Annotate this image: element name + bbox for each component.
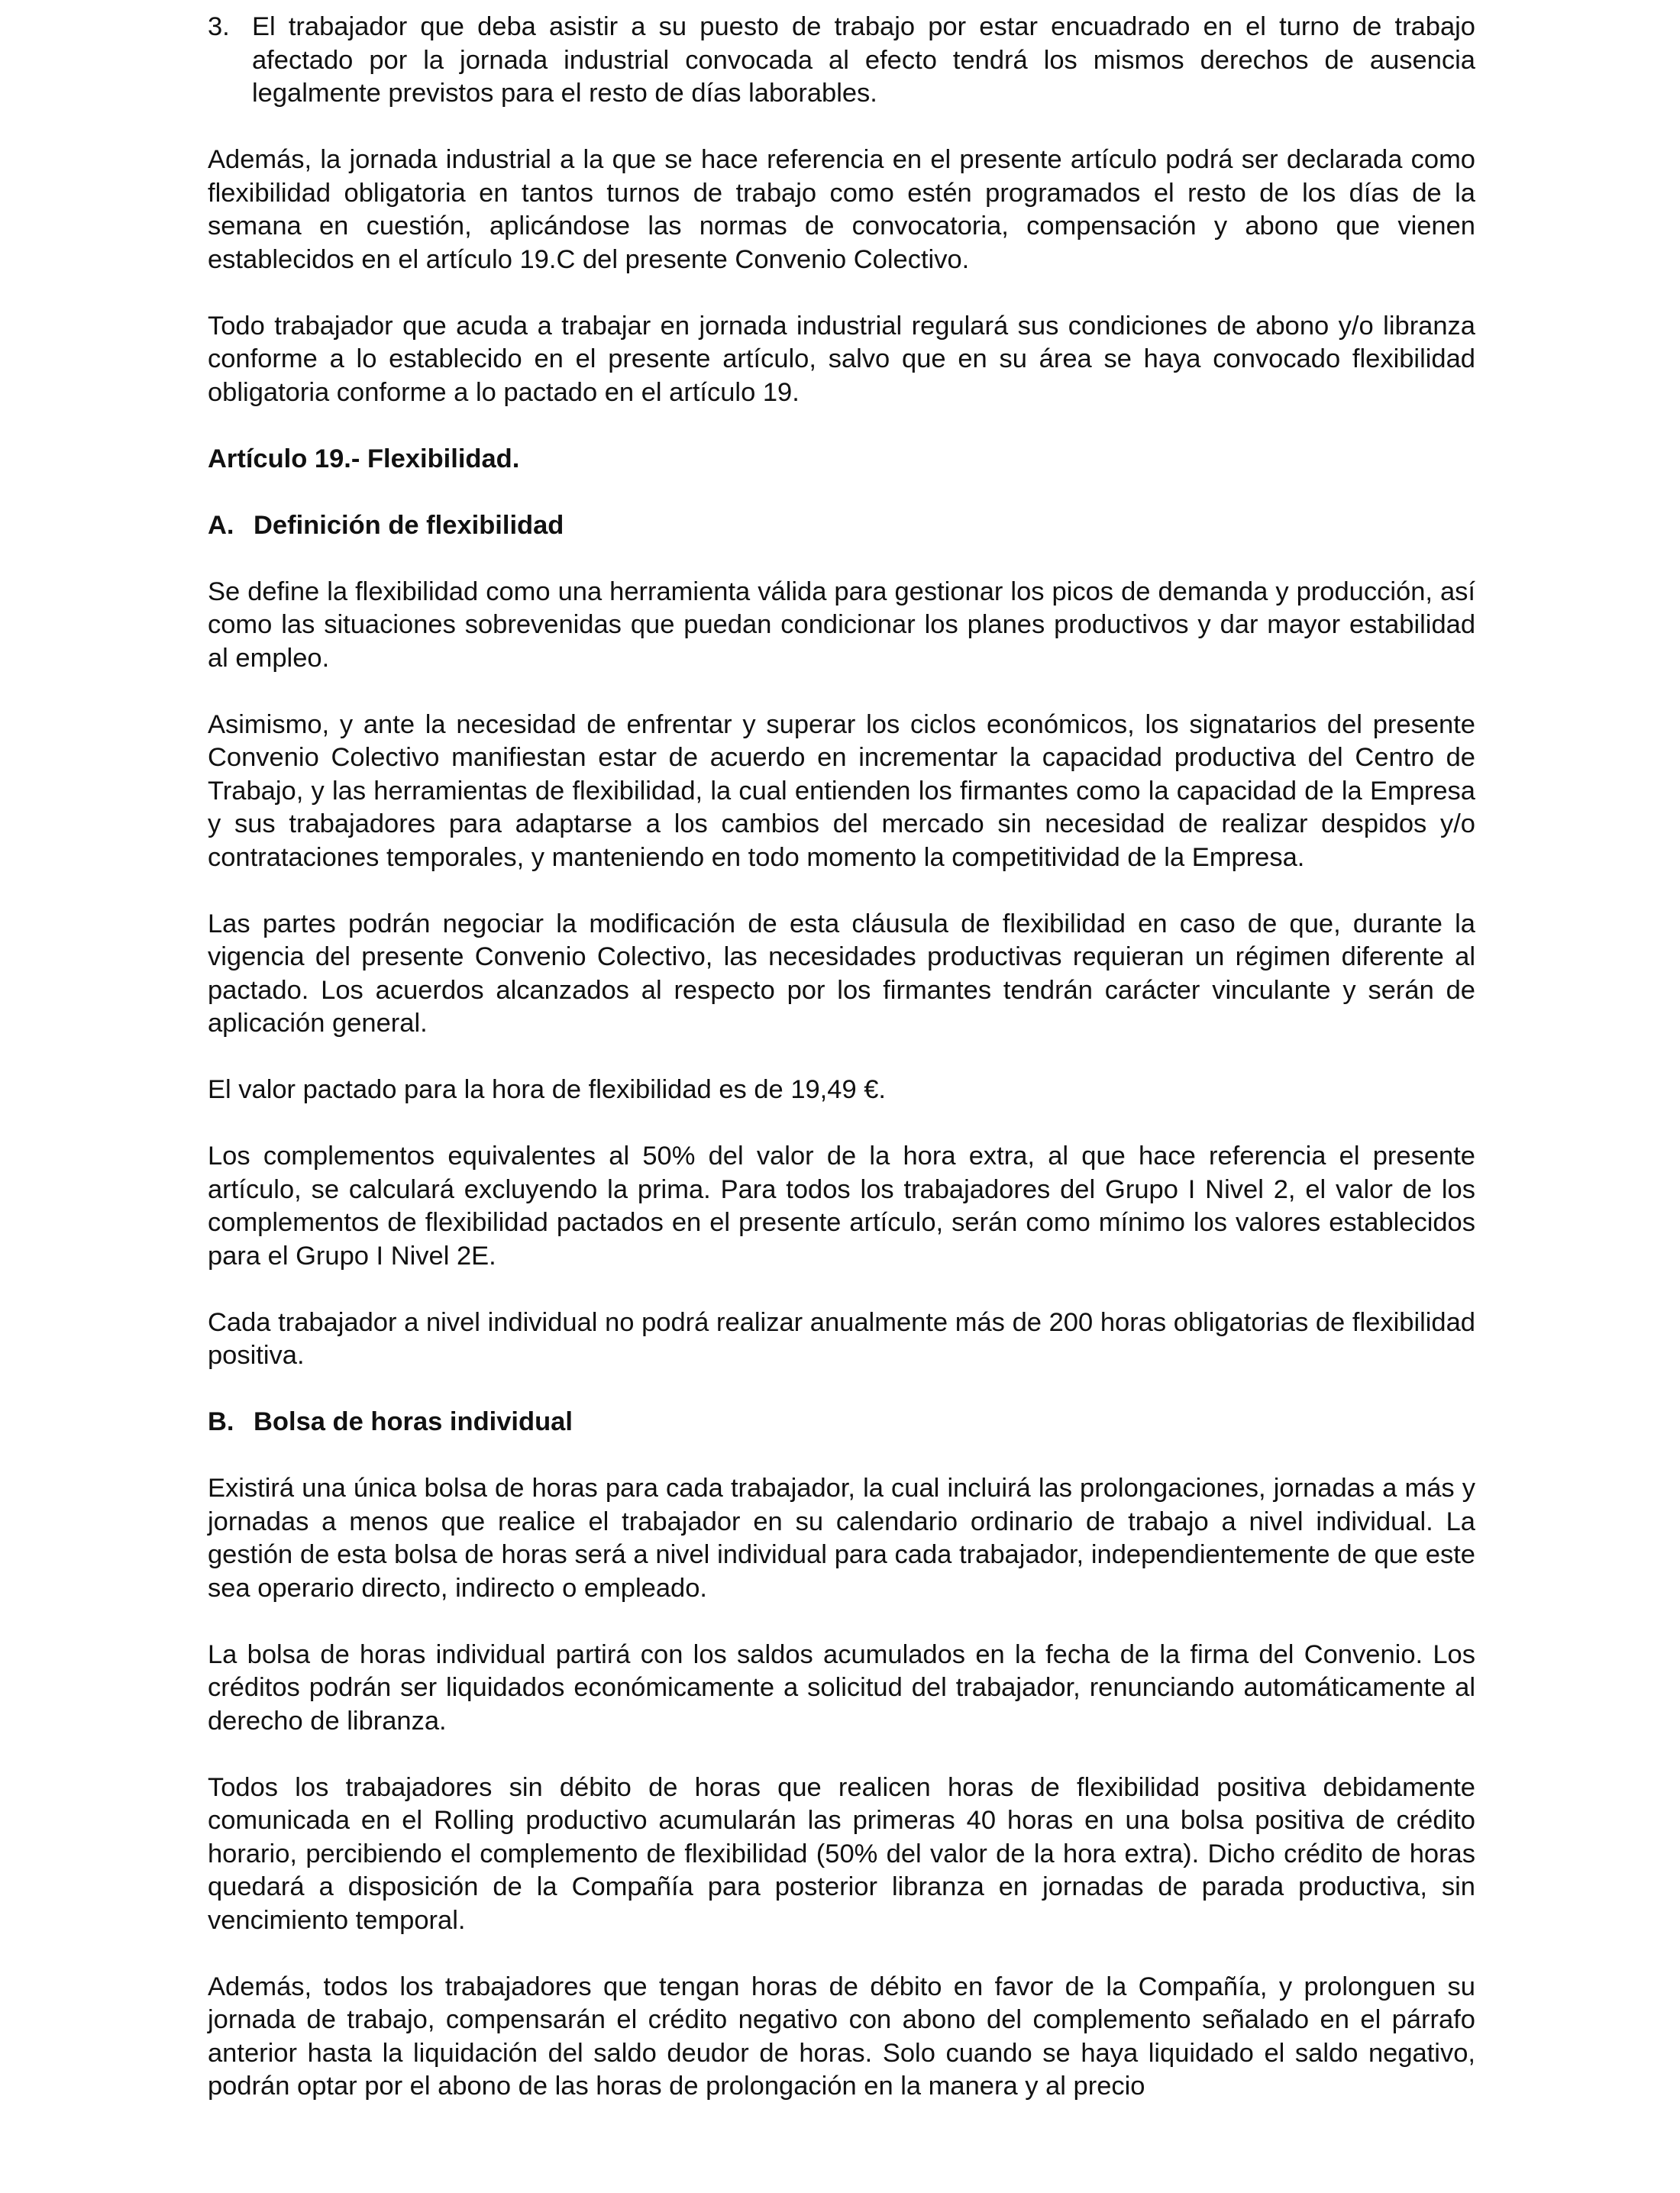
- article-heading: Artículo 19.- Flexibilidad.: [208, 444, 520, 473]
- paragraph: Las partes podrán negociar la modificación de esta cláusula de flexibilidad en caso de que, durante la vigencia del presente Convenio Colectivo, las necesidades productivas requieran un régimen diferente al pactado. Los acuerdos alcanzados al respecto por los firmantes tendrán carácter vinculante y serán de aplicación general.: [208, 909, 1475, 1038]
- paragraph: Todos los trabajadores sin débito de horas que realicen horas de flexibilidad positiva debidamente comunicada en el Rolling productivo acumularán las primeras 40 horas en una bolsa positiva de crédito horario, percibiendo el complemento de flexibilidad (50% del valor de la hora extra). Dicho crédito de horas quedará a disposición de la Compañía para posterior libranza en jornadas de parada productiva, sin vencimiento temporal.: [208, 1772, 1475, 1935]
- section-title: Definición de flexibilidad: [254, 510, 564, 540]
- item-number: 3.: [208, 12, 230, 41]
- document-page: [208, 11, 1475, 2104]
- paragraph: Además, la jornada industrial a la que se hace referencia en el presente artículo podrá ser declarada como flexibilidad obligatoria en tantos turnos de trabajo como estén programados el resto de los días de la semana en cuestión, aplicándose las normas de convocatoria, compensación y abono que vienen establecidos en el artículo 19.C del presente Convenio Colectivo.: [208, 145, 1475, 274]
- paragraph: Todo trabajador que acuda a trabajar en jornada industrial regulará sus condiciones de abono y/o libranza conforme a lo establecido en el presente artículo, salvo que en su área se haya convocado flexibilidad obligatoria conforme a lo pactado en el artículo 19.: [208, 311, 1475, 407]
- section-letter: A.: [208, 510, 234, 540]
- paragraph: Se define la flexibilidad como una herramienta válida para gestionar los picos de demanda y producción, así como las situaciones sobrevenidas que puedan condicionar los planes productivos y dar mayor estabilidad al empleo.: [208, 577, 1475, 673]
- item-text: El trabajador que deba asistir a su puesto de trabajo por estar encuadrado en el turno de trabajo afectado por la jornada industrial convocada al efecto tendrá los mismos derechos de ausencia legalmente previstos para el resto de días laborables.: [252, 12, 1475, 108]
- paragraph: Además, todos los trabajadores que tengan horas de débito en favor de la Compañía, y prolonguen su jornada de trabajo, compensarán el crédito negativo con abono del complemento señalado en el párrafo anterior hasta la liquidación del saldo deudor de horas. Solo cuando se haya liquidado el saldo negativo, podrán optar por el abono de las horas de prolongación en la manera y al precio: [208, 1972, 1475, 2101]
- section-title: Bolsa de horas individual: [254, 1407, 573, 1436]
- section-a-heading: [208, 509, 1475, 543]
- paragraph: El valor pactado para la hora de flexibilidad es de 19,49 €.: [208, 1075, 887, 1104]
- paragraph: Existirá una única bolsa de horas para cada trabajador, la cual incluirá las prolongaciones, jornadas a más y jornadas a menos que realice el trabajador en su calendario ordinario de trabajo a nivel individual. La gestión de esta bolsa de horas será a nivel individual para cada trabajador, independientemente de que este sea operario directo, indirecto o empleado.: [208, 1474, 1475, 1603]
- paragraph: Los complementos equivalentes al 50% del valor de la hora extra, al que hace referencia el presente artículo, se calculará excluyendo la prima. Para todos los trabajadores del Grupo I Nivel 2, el valor de los complementos de flexibilidad pactados en el presente artículo, serán como mínimo los valores establecidos para el Grupo I Nivel 2E.: [208, 1142, 1475, 1271]
- section-b-heading: [208, 1406, 1475, 1439]
- paragraph: La bolsa de horas individual partirá con los saldos acumulados en la fecha de la firma del Convenio. Los créditos podrán ser liquidados económicamente a solicitud del trabajador, renunciando automáticamente al derecho de libranza.: [208, 1639, 1475, 1736]
- paragraph: Cada trabajador a nivel individual no podrá realizar anualmente más de 200 horas obligatorias de flexibilidad positiva.: [208, 1307, 1475, 1370]
- section-letter: B.: [208, 1407, 234, 1436]
- paragraph: Asimismo, y ante la necesidad de enfrentar y superar los ciclos económicos, los signatarios del presente Convenio Colectivo manifiestan estar de acuerdo en incrementar la capacidad productiva del Centro de Trabajo, y las herramientas de flexibilidad, la cual entienden los firmantes como la capacidad de la Empresa y sus trabajadores para adaptarse a los cambios del mercado sin necesidad de realizar despidos y/o contrataciones temporales, y manteniendo en todo momento la competitividad de la Empresa.: [208, 709, 1475, 872]
- numbered-item-3: [208, 11, 1475, 111]
